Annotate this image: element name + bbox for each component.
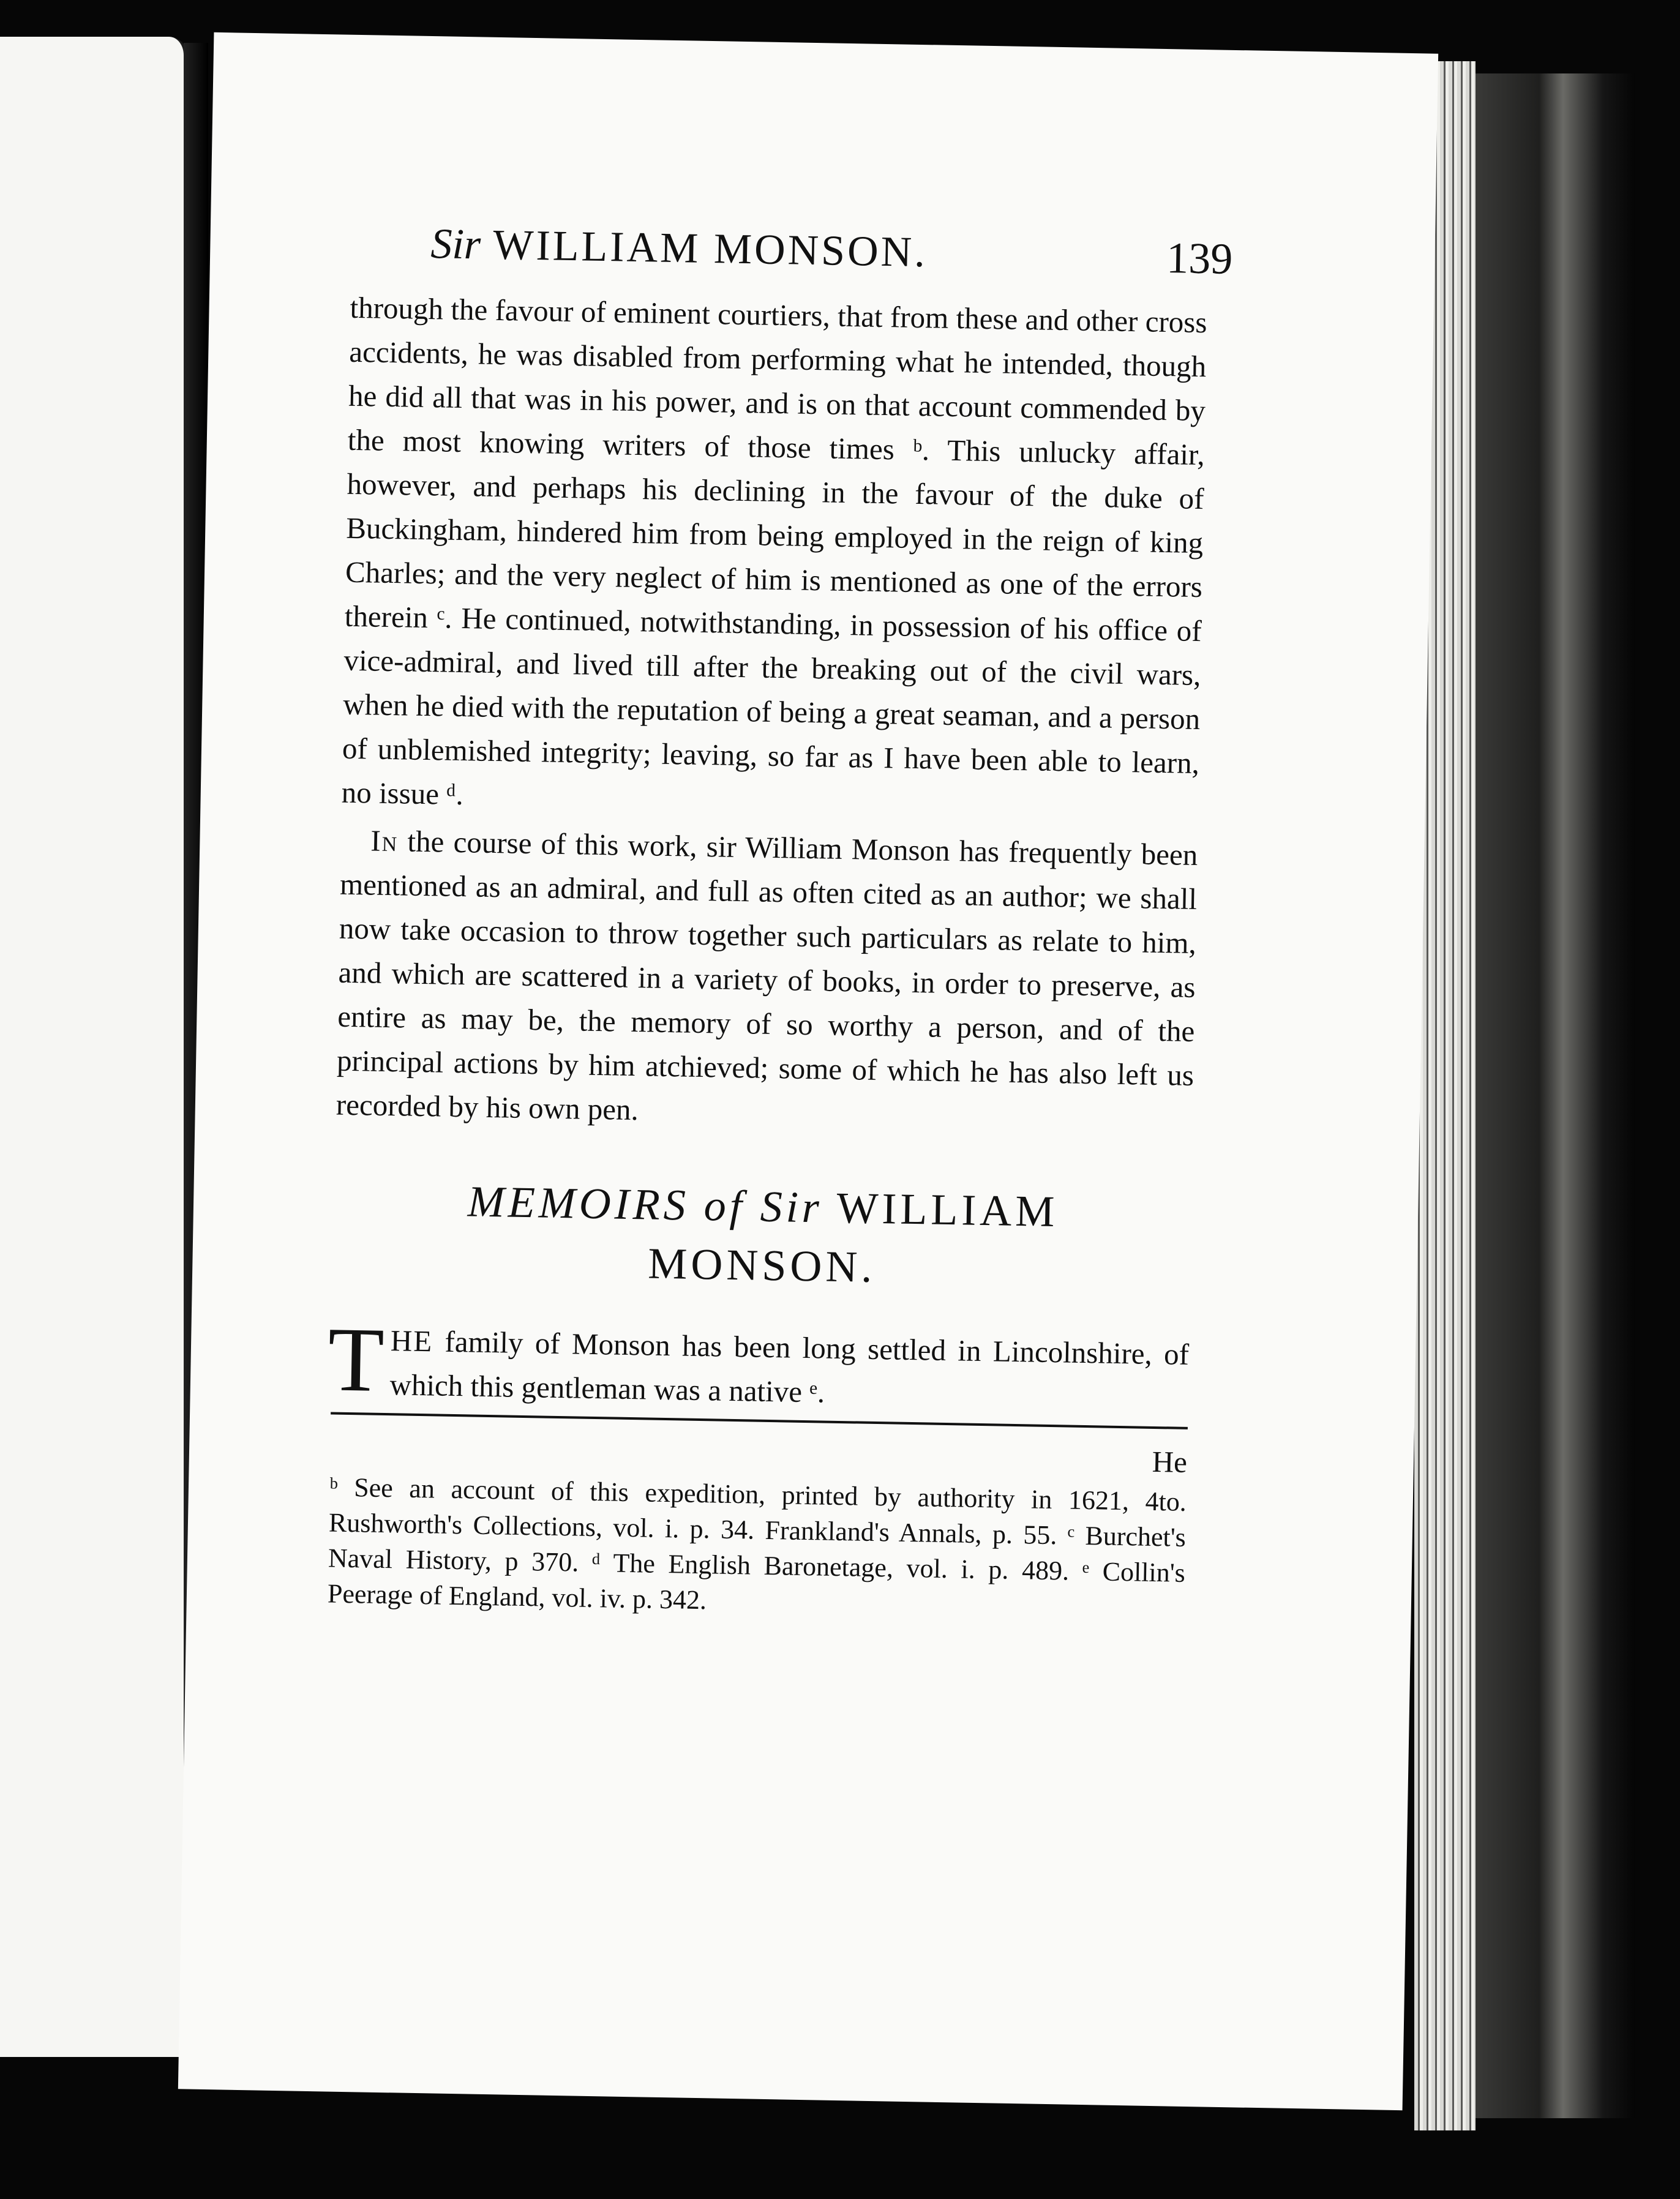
section-title-of: of — [703, 1181, 746, 1231]
drop-cap: T — [327, 1308, 385, 1411]
running-head — [430, 220, 928, 277]
section-title-william: WILLIAM — [836, 1183, 1059, 1237]
section-title-memoirs: MEMOIRS — [467, 1177, 690, 1230]
facing-page — [0, 37, 187, 2057]
body-paragraph-2 — [336, 819, 1198, 1142]
running-head-prefix: Sir — [430, 220, 481, 269]
section-title — [333, 1170, 1192, 1302]
page-header — [350, 212, 1233, 301]
book-edge — [1476, 73, 1635, 2118]
memoir-lead-word: HE — [390, 1324, 433, 1358]
footnotes-text: ᵇ See an account of this expedition, printed by authority in 1621, 4to. Rushworth's Collections, vol. i. p. 34. Frankland's Annals, p. 55. ᶜ Burchet's Naval History, p 370. ᵈ The English Baronetage, vol. i. p. 489. ᵉ Collin's Peerage of England, vol. iv. p. 342. — [327, 1472, 1187, 1616]
footnotes — [327, 1469, 1187, 1626]
section-title-line2: MONSON. — [647, 1238, 877, 1292]
body-paragraph-2-text: the course of this work, sir William Monson has frequently been mentioned as an admiral, and full as often cited as an author; we shall now take occasion to throw together such particulars as relate to him, and which are scattered in a variety of books, in order to preserve, as entire as may be, the memory of so worthy a person, and of the principal actions by him atchieved; some of which he has also left us recorded by his own pen. — [336, 824, 1198, 1127]
memoir-opening-text: family of Monson has been long settled in Lincolnshire, of which this gentleman was a native ᵉ. — [389, 1324, 1190, 1409]
body-paragraph-1: through the favour of eminent courtiers, that from these and other cross accidents, he was disabled from performing what he intended, though he did all that was in his power, and is on that account commended by the most knowing writers of those times ᵇ. This unlucky affair, however, and perhaps his declining in the favour of the duke of Buckingham, hindered him from being employed in the reign of king Charles; and the very neglect of him is mentioned as one of the errors therein ᶜ. He continued, notwithstanding, in possession of his office of vice-admiral, and lived till after the breaking out of the civil wars, when he died with the reputation of being a great seaman, and a person of unblemished integrity; leaving, so far as I have been able to learn, no issue ᵈ. — [341, 290, 1207, 812]
page-number: 139 — [1166, 233, 1233, 283]
book-page — [178, 32, 1438, 2110]
memoir-opening-paragraph — [327, 1308, 1190, 1420]
section-title-sir: Sir — [760, 1182, 823, 1232]
running-head-title: WILLIAM MONSON. — [492, 221, 928, 277]
catchword: He — [1152, 1444, 1188, 1479]
paragraph-lead-word: In — [370, 823, 399, 858]
page-text-block — [327, 212, 1233, 1627]
